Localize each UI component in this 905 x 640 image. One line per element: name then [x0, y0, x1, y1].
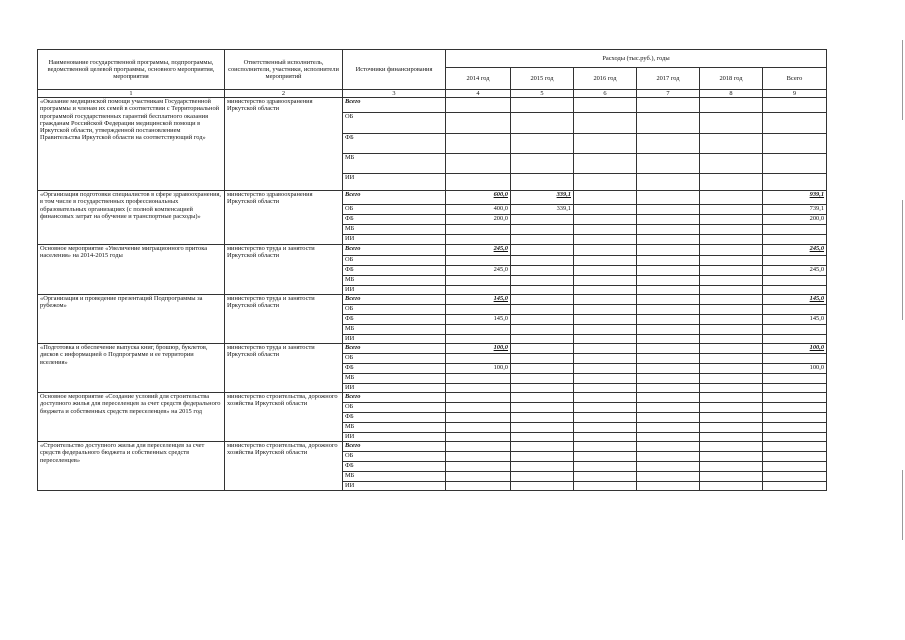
expense-value [446, 276, 511, 286]
expense-value [700, 393, 763, 403]
expense-value [574, 384, 637, 393]
expense-value: 145,0 [763, 295, 827, 305]
expense-value [700, 354, 763, 364]
expense-value: 939,1 [763, 191, 827, 205]
funding-source: ИИ [343, 482, 446, 491]
header-year-2014: 2014 год [446, 68, 511, 90]
expense-value [511, 134, 574, 154]
expense-value [700, 403, 763, 413]
expense-value [700, 174, 763, 191]
expense-value [700, 191, 763, 205]
expense-value [574, 433, 637, 442]
expense-value: 100,0 [446, 344, 511, 354]
expense-value [574, 393, 637, 403]
expense-value [511, 335, 574, 344]
expense-value [574, 472, 637, 482]
expense-value [763, 325, 827, 335]
expense-value [637, 452, 700, 462]
expense-value [700, 134, 763, 154]
expense-value [763, 374, 827, 384]
expense-value [574, 245, 637, 256]
column-number: 2 [225, 90, 343, 98]
expense-value [637, 225, 700, 235]
funding-source: ИИ [343, 174, 446, 191]
expense-value [763, 235, 827, 245]
expense-value: 245,0 [446, 266, 511, 276]
expense-value [637, 286, 700, 295]
expense-value [637, 403, 700, 413]
expense-value [511, 225, 574, 235]
expense-value [763, 442, 827, 452]
funding-source: ФБ [343, 364, 446, 374]
expense-value: 200,0 [446, 215, 511, 225]
expense-value [637, 295, 700, 305]
expense-value [511, 154, 574, 174]
activity-name: Основное мероприятие «Создание условий для строительства доступного жилья для переселенцев за счет средств федерального бюджета и собственных средств переселенцев» на 2015 год [38, 393, 225, 442]
expense-value [637, 335, 700, 344]
expense-value [763, 403, 827, 413]
expense-value [446, 305, 511, 315]
expense-value [637, 205, 700, 215]
expense-value [763, 225, 827, 235]
expense-value [446, 442, 511, 452]
expense-value [574, 452, 637, 462]
expense-value [637, 235, 700, 245]
header-expenses: Расходы (тыс.руб.), годы [446, 50, 827, 68]
expense-value [574, 205, 637, 215]
expense-value [763, 113, 827, 134]
funding-source: МБ [343, 154, 446, 174]
expense-value [446, 384, 511, 393]
expense-value [637, 305, 700, 315]
funding-source: Всего [343, 245, 446, 256]
expense-value [446, 174, 511, 191]
expense-value [637, 482, 700, 491]
expense-value [763, 335, 827, 344]
expense-value [700, 482, 763, 491]
activity-name: «Оказание медицинской помощи участникам Государственной программы и членам их семей в соответствии с Территориальной программой государственных гарантий бесплатного оказания гражданам Российской Федерации медицинской помощи в Иркутской области, утвержденной постановлением Правительства Иркутской области на соответствующий год» [38, 98, 225, 191]
header-sources-column: Источники финансирования [343, 50, 446, 90]
expense-value [763, 452, 827, 462]
column-number: 5 [511, 90, 574, 98]
page-edge-line [902, 470, 903, 540]
expense-value [700, 462, 763, 472]
expense-value [763, 423, 827, 433]
table-row [38, 295, 827, 305]
expense-value [700, 276, 763, 286]
expense-value [637, 154, 700, 174]
expense-value [574, 276, 637, 286]
expense-value: 339,1 [511, 205, 574, 215]
expense-value [446, 413, 511, 423]
expense-value [511, 266, 574, 276]
expense-value [574, 423, 637, 433]
expense-value [574, 305, 637, 315]
expense-value [446, 286, 511, 295]
expense-value [446, 335, 511, 344]
expense-value [700, 266, 763, 276]
expense-value [446, 462, 511, 472]
expense-value [700, 215, 763, 225]
table-row [38, 191, 827, 205]
expense-value [446, 225, 511, 235]
funding-source: ФБ [343, 462, 446, 472]
expense-value [700, 325, 763, 335]
expense-value [511, 286, 574, 295]
activity-name: «Организация подготовки специалистов в сфере здравоохранения, в том числе в государственных профессиональных образовательных организациях (с полной компенсацией финансовых затрат на обучение и транспортные расходы)» [38, 191, 225, 245]
column-number: 9 [763, 90, 827, 98]
responsible-executor: министерство труда и занятости Иркутской области [225, 344, 343, 393]
responsible-executor: министерство труда и занятости Иркутской области [225, 295, 343, 344]
funding-source: МБ [343, 472, 446, 482]
expense-value [446, 452, 511, 462]
expense-value [700, 374, 763, 384]
expense-value [700, 205, 763, 215]
header-total: Всего [763, 68, 827, 90]
expense-value [637, 413, 700, 423]
expense-value [574, 225, 637, 235]
responsible-executor: министерство здравоохранения Иркутской области [225, 191, 343, 245]
expense-value: 100,0 [763, 364, 827, 374]
expense-value [574, 315, 637, 325]
page-edge-line [902, 40, 903, 120]
table-body [38, 98, 827, 491]
funding-source: ИИ [343, 384, 446, 393]
expense-value [511, 256, 574, 266]
expense-value [574, 256, 637, 266]
expense-value [637, 191, 700, 205]
expense-value [763, 305, 827, 315]
expense-value [700, 256, 763, 266]
expense-value [637, 174, 700, 191]
funding-source: ОБ [343, 354, 446, 364]
funding-source: ИИ [343, 433, 446, 442]
expense-value [574, 374, 637, 384]
expense-value [700, 364, 763, 374]
funding-source: МБ [343, 225, 446, 235]
expense-value [574, 154, 637, 174]
table-row [38, 393, 827, 403]
funding-source: ОБ [343, 305, 446, 315]
expense-value [574, 295, 637, 305]
activity-name: «Строительство доступного жилья для переселенцев за счет средств федерального бюджета и собственных средств переселенцев» [38, 442, 225, 491]
expense-value [511, 98, 574, 113]
expense-value [700, 413, 763, 423]
expense-value [446, 354, 511, 364]
expense-value [763, 256, 827, 266]
page-edge-line [902, 200, 903, 320]
funding-source: ИИ [343, 235, 446, 245]
expense-value [637, 472, 700, 482]
expense-value [446, 433, 511, 442]
expense-value [511, 413, 574, 423]
expense-value [511, 215, 574, 225]
expense-value [700, 305, 763, 315]
expense-value [511, 174, 574, 191]
column-number: 8 [700, 90, 763, 98]
expense-value [574, 98, 637, 113]
expense-value [446, 98, 511, 113]
expense-value [511, 315, 574, 325]
expense-value [763, 393, 827, 403]
funding-source: ФБ [343, 315, 446, 325]
expense-value [446, 325, 511, 335]
activity-name: «Организация и проведение презентаций Подпрограммы за рубежом» [38, 295, 225, 344]
expense-value [446, 403, 511, 413]
expense-value [511, 482, 574, 491]
expense-value [637, 325, 700, 335]
expense-value [511, 423, 574, 433]
header-executor-column: Ответственный исполнитель, соисполнители, участники, исполнители мероприятий [225, 50, 343, 90]
expense-value [574, 482, 637, 491]
column-number: 7 [637, 90, 700, 98]
expense-value [511, 276, 574, 286]
table-row [38, 442, 827, 452]
expense-value [446, 393, 511, 403]
expense-value [511, 113, 574, 134]
expense-value [700, 384, 763, 393]
expense-value [446, 235, 511, 245]
expense-value: 400,0 [446, 205, 511, 215]
expense-value [574, 191, 637, 205]
expense-value [574, 354, 637, 364]
expense-value [511, 462, 574, 472]
responsible-executor: министерство труда и занятости Иркутской области [225, 245, 343, 295]
expense-value [700, 154, 763, 174]
funding-source: Всего [343, 98, 446, 113]
expense-value [511, 354, 574, 364]
expense-value: 200,0 [763, 215, 827, 225]
expense-value [763, 413, 827, 423]
expense-value [637, 393, 700, 403]
expense-value [637, 433, 700, 442]
expense-value [700, 295, 763, 305]
responsible-executor: министерство строительства, дорожного хозяйства Иркутской области [225, 393, 343, 442]
funding-source: Всего [343, 344, 446, 354]
expense-value [574, 413, 637, 423]
expense-value [700, 98, 763, 113]
expense-value [700, 286, 763, 295]
expense-value [511, 325, 574, 335]
expense-value [637, 134, 700, 154]
expense-value [637, 256, 700, 266]
expense-value: 339,1 [511, 191, 574, 205]
table-header [38, 50, 827, 98]
funding-source: ИИ [343, 335, 446, 344]
expense-value [511, 344, 574, 354]
expense-value [637, 384, 700, 393]
expense-value [763, 462, 827, 472]
expense-value [446, 134, 511, 154]
expense-value: 145,0 [446, 295, 511, 305]
expense-value [763, 276, 827, 286]
expense-value [511, 245, 574, 256]
expense-value: 100,0 [763, 344, 827, 354]
funding-source: МБ [343, 276, 446, 286]
expense-value: 245,0 [763, 266, 827, 276]
funding-source: ОБ [343, 403, 446, 413]
expense-value [446, 482, 511, 491]
expense-value [574, 113, 637, 134]
expense-value [574, 344, 637, 354]
funding-source: ОБ [343, 205, 446, 215]
expense-value [763, 98, 827, 113]
expense-value [700, 442, 763, 452]
expense-value [700, 235, 763, 245]
column-number: 3 [343, 90, 446, 98]
funding-source: Всего [343, 442, 446, 452]
expense-value [700, 315, 763, 325]
expense-value [637, 315, 700, 325]
expense-value [637, 344, 700, 354]
expense-value: 100,0 [446, 364, 511, 374]
expense-value [763, 482, 827, 491]
expense-value: 245,0 [763, 245, 827, 256]
funding-source: ФБ [343, 413, 446, 423]
responsible-executor: министерство здравоохранения Иркутской области [225, 98, 343, 191]
expense-value: 739,1 [763, 205, 827, 215]
expense-value [700, 245, 763, 256]
table-row [38, 98, 827, 113]
expense-value [511, 364, 574, 374]
expense-value [511, 472, 574, 482]
expense-value [574, 235, 637, 245]
expense-value [637, 215, 700, 225]
expense-value [511, 393, 574, 403]
funding-source: Всего [343, 393, 446, 403]
expense-value [511, 235, 574, 245]
expense-value [637, 442, 700, 452]
expense-value [637, 364, 700, 374]
header-year-2018: 2018 год [700, 68, 763, 90]
expense-value [446, 423, 511, 433]
funding-source: ИИ [343, 286, 446, 295]
expense-value [511, 305, 574, 315]
expense-value [700, 433, 763, 442]
responsible-executor: министерство строительства, дорожного хозяйства Иркутской области [225, 442, 343, 491]
expense-value [637, 266, 700, 276]
expense-value [446, 256, 511, 266]
expense-value [637, 276, 700, 286]
column-number: 4 [446, 90, 511, 98]
expense-value [637, 113, 700, 134]
expense-value [446, 154, 511, 174]
funding-source: ОБ [343, 256, 446, 266]
expense-value [574, 286, 637, 295]
expense-value [700, 472, 763, 482]
expense-value [700, 423, 763, 433]
expense-value [700, 344, 763, 354]
funding-source: Всего [343, 295, 446, 305]
expense-value [637, 245, 700, 256]
expense-value [446, 472, 511, 482]
expense-value [637, 423, 700, 433]
expense-value [511, 403, 574, 413]
expense-value [637, 462, 700, 472]
expense-value [763, 174, 827, 191]
expense-value [574, 174, 637, 191]
funding-source: МБ [343, 374, 446, 384]
funding-source: Всего [343, 191, 446, 205]
funding-source: ОБ [343, 452, 446, 462]
expense-value [574, 266, 637, 276]
expense-value [637, 354, 700, 364]
expense-value [574, 462, 637, 472]
expense-value [763, 384, 827, 393]
expense-value: 600,0 [446, 191, 511, 205]
expense-value [511, 374, 574, 384]
expense-value [574, 335, 637, 344]
table-row [38, 245, 827, 256]
funding-source: МБ [343, 423, 446, 433]
expense-value [637, 374, 700, 384]
expense-value [637, 98, 700, 113]
header-name-column: Наименование государственной программы, подпрограммы, ведомственной целевой программы, основного мероприятия, мероприятия [38, 50, 225, 90]
expense-value [574, 215, 637, 225]
expense-value: 145,0 [446, 315, 511, 325]
expense-value [700, 225, 763, 235]
funding-source: МБ [343, 325, 446, 335]
header-year-2016: 2016 год [574, 68, 637, 90]
header-year-2015: 2015 год [511, 68, 574, 90]
expense-value [574, 442, 637, 452]
budget-table [37, 49, 827, 491]
expense-value [511, 442, 574, 452]
expense-value [700, 335, 763, 344]
expense-value [574, 403, 637, 413]
expense-value [574, 364, 637, 374]
funding-source: ФБ [343, 215, 446, 225]
activity-name: «Подготовка и обеспечение выпуска книг, брошюр, буклетов, дисков с информацией о Подпрограмме и ее территории вселения» [38, 344, 225, 393]
expense-value [574, 134, 637, 154]
expense-value [763, 154, 827, 174]
activity-name: Основное мероприятие «Увеличение миграционного притока населения» на 2014-2015 годы [38, 245, 225, 295]
expense-value [511, 452, 574, 462]
expense-value [763, 286, 827, 295]
header-year-2017: 2017 год [637, 68, 700, 90]
column-number-row [38, 90, 827, 98]
funding-source: ОБ [343, 113, 446, 134]
column-number: 6 [574, 90, 637, 98]
table-row [38, 344, 827, 354]
expense-value [511, 295, 574, 305]
expense-value [763, 472, 827, 482]
funding-source: ФБ [343, 266, 446, 276]
expense-value [511, 384, 574, 393]
expense-value [700, 113, 763, 134]
expense-value [446, 374, 511, 384]
expense-value: 145,0 [763, 315, 827, 325]
expense-value: 245,0 [446, 245, 511, 256]
funding-source: ФБ [343, 134, 446, 154]
expense-value [574, 325, 637, 335]
expense-value [511, 433, 574, 442]
expense-value [446, 113, 511, 134]
expense-value [763, 134, 827, 154]
expense-value [763, 433, 827, 442]
column-number: 1 [38, 90, 225, 98]
expense-value [700, 452, 763, 462]
expense-value [763, 354, 827, 364]
